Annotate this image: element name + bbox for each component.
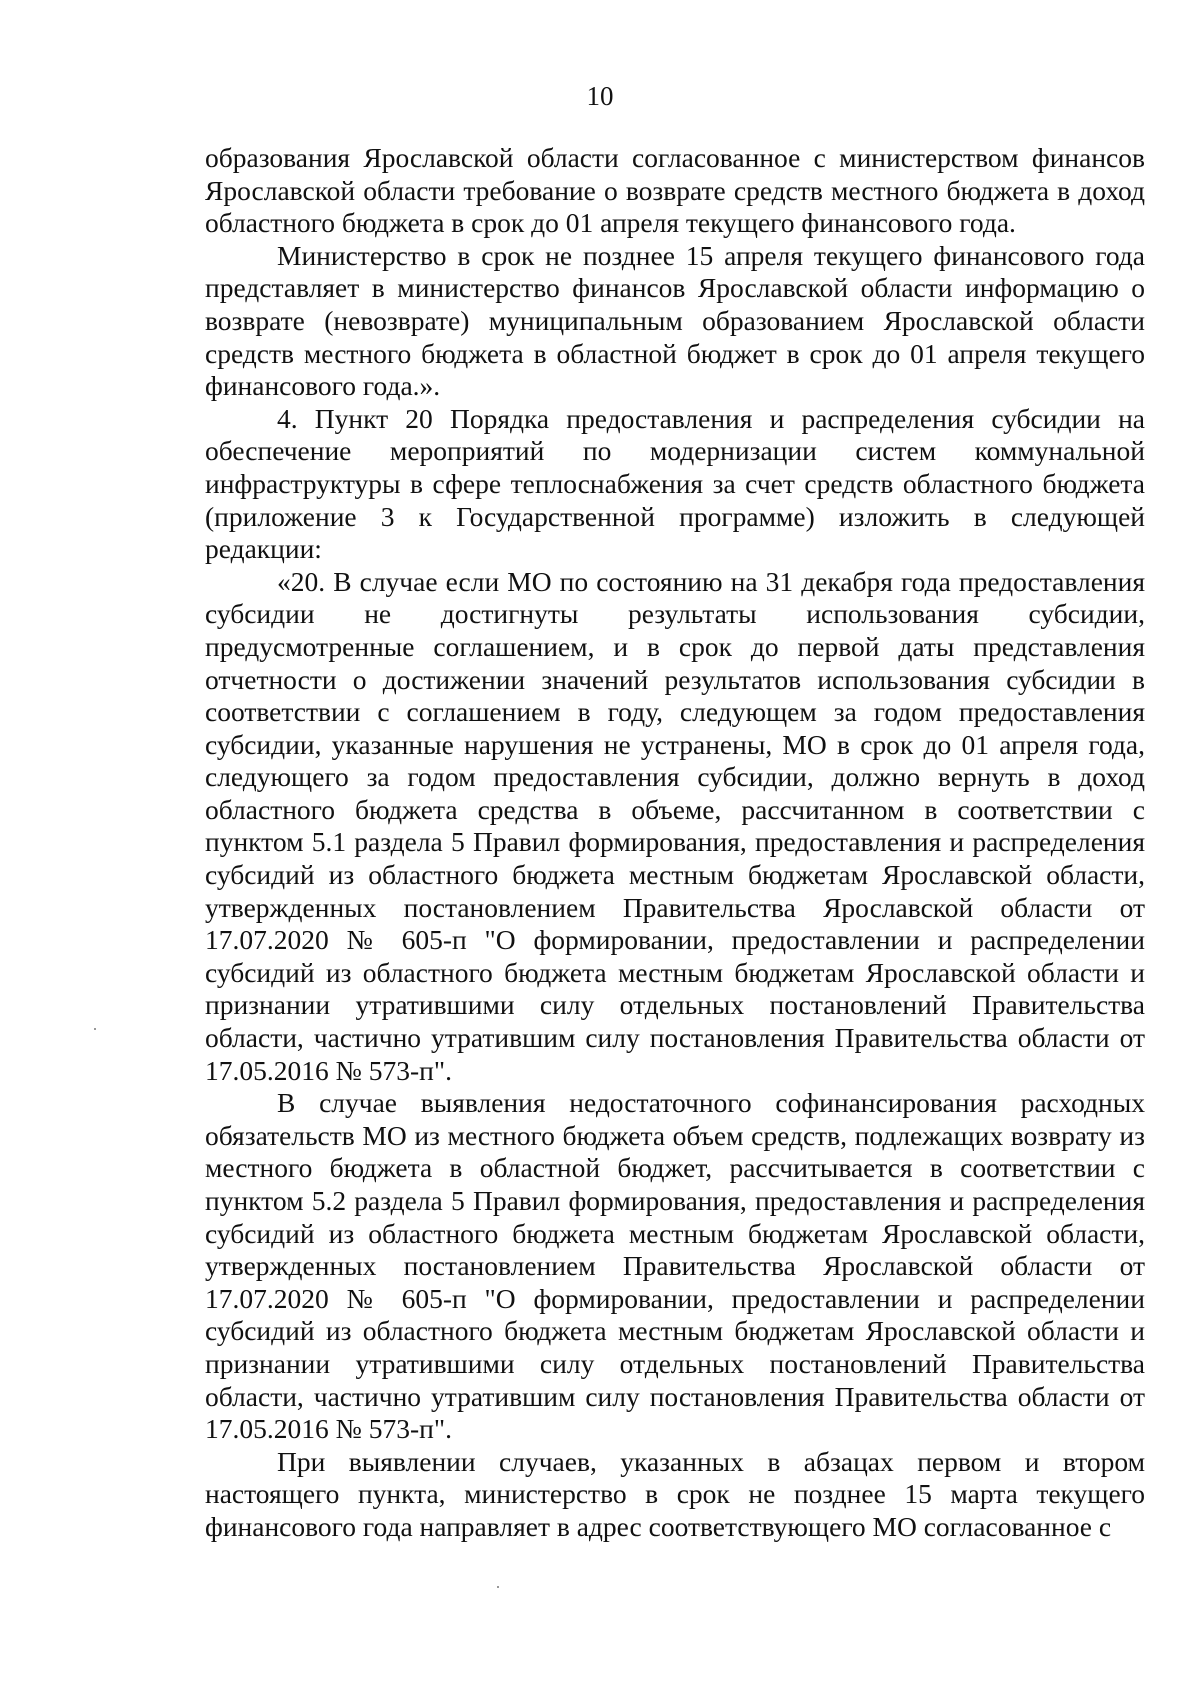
paragraph-cases: При выявлении случаев, указанных в абзацах первом и втором настоящего пункта, министерство в срок не позднее 15 марта текущего финансового года направляет в адрес соответствующего МО согласованное с	[205, 1445, 1145, 1542]
page-number: 10	[586, 81, 614, 111]
document-body	[205, 142, 1145, 1544]
paragraph-item-4: 4. Пункт 20 Порядка предоставления и распределения субсидии на обеспечение мероприятий по модернизации систем коммунальной инфраструктуры в сфере теплоснабжения за счет средств областного бюджета (приложение 3 к Государственной программе) изложить в следующей редакции:	[205, 402, 1145, 565]
paragraph-cofinancing: В случае выявления недостаточного софинансирования расходных обязательств МО из местного бюджета объем средств, подлежащих возврату из местного бюджета в областной бюджет, рассчитывается в соответствии с пунктом 5.2 раздела 5 Правил формирования, предоставления и распределения субсидий из областного бюджета местным бюджетам Ярославской области, утвержденных постановлением Правительства Ярославской области от 17.07.2020 № 605-п "О формировании, предоставлении и распределении субсидий из областного бюджета местным бюджетам Ярославской области и признании утратившими силу отдельных постановлений Правительства области, частично утратившим силу постановления Правительства области от 17.05.2016 № 573-п".	[205, 1087, 1145, 1445]
paragraph-continuation: образования Ярославской области согласованное с министерством финансов Ярославской области требование о возврате средств местного бюджета в доход областного бюджета в срок до 01 апреля текущего финансового года.	[205, 142, 1145, 239]
scan-speck	[94, 1028, 96, 1030]
paragraph-item-20: «20. В случае если МО по состоянию на 31 декабря года предоставления субсидии не достигнуты результаты использования субсидии, предусмотренные соглашением, и в срок до первой даты представления отчетности о достижении значений результатов использования субсидии в соответствии с соглашением в году, следующем за годом предоставления субсидии, указанные нарушения не устранены, МО в срок до 01 апреля года, следующего за годом предоставления субсидии, должно вернуть в доход областного бюджета средства в объеме, рассчитанном в соответствии с пунктом 5.1 раздела 5 Правил формирования, предоставления и распределения субсидий из областного бюджета местным бюджетам Ярославской области, утвержденных постановлением Правительства Ярославской области от 17.07.2020 № 605-п "О формировании, предоставлении и распределении субсидий из областного бюджета местным бюджетам Ярославской области и признании утратившими силу отдельных постановлений Правительства области, частично утратившим силу постановления Правительства области от 17.05.2016 № 573-п".	[205, 565, 1145, 1086]
scan-speck	[497, 1586, 499, 1588]
paragraph-ministry-info: Министерство в срок не позднее 15 апреля текущего финансового года представляет в министерство финансов Ярославской области информацию о возврате (невозврате) муниципальным образованием Ярославской области средств местного бюджета в областной бюджет в срок до 01 апреля текущего финансового года.».	[205, 239, 1145, 402]
